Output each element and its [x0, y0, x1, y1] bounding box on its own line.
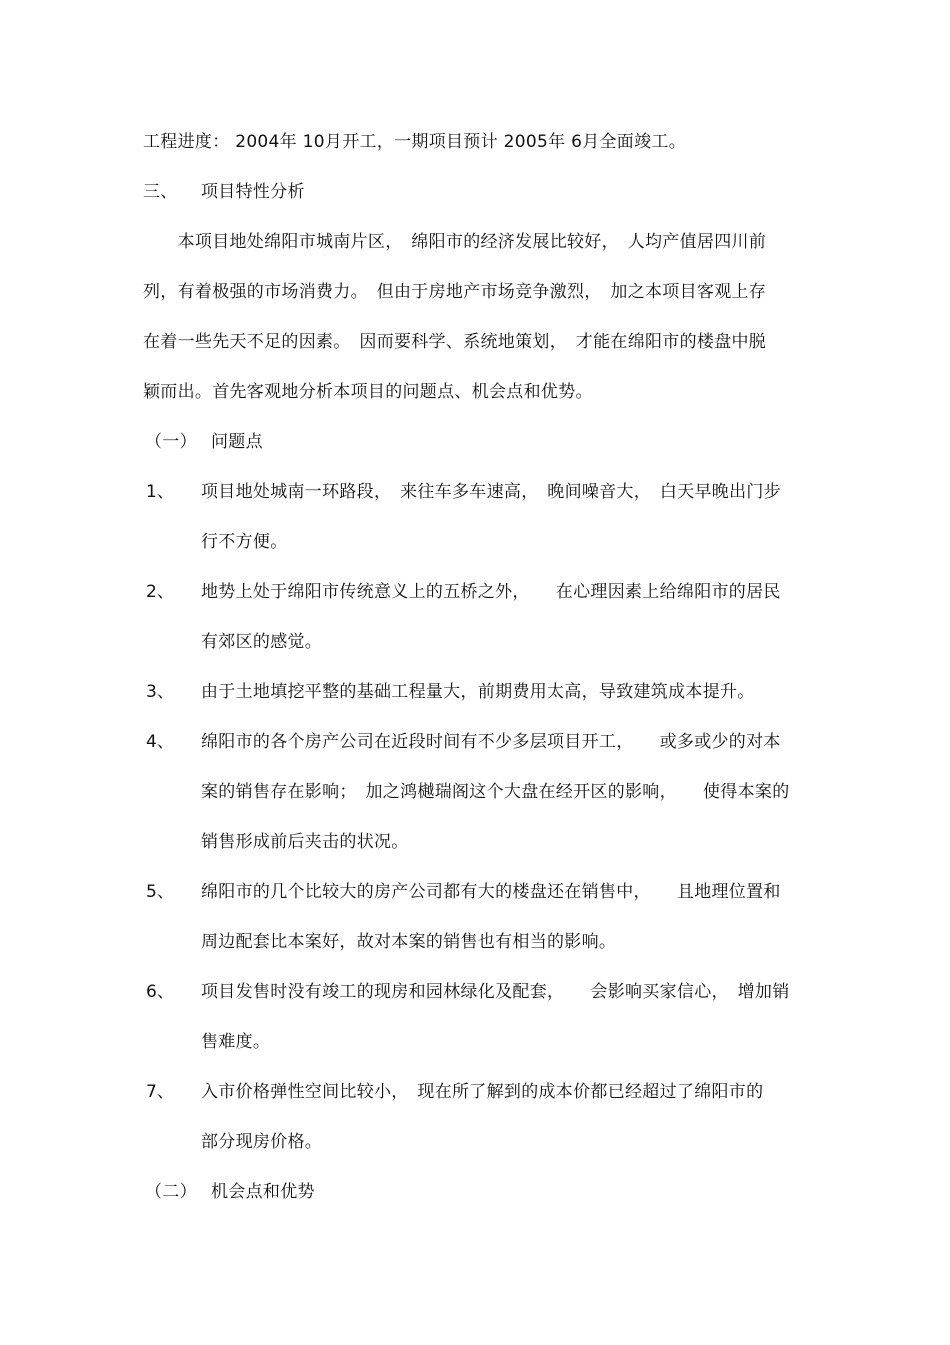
item-5-number: 5、: [146, 882, 174, 902]
item-4-line-1: 绵阳市的各个房产公司在近段时间有不少多层项目开工， 或多或少的对本: [201, 732, 781, 752]
item-2-number: 2、: [146, 582, 174, 602]
section3-label: 三、: [143, 182, 178, 202]
item-1-line-2: 行不方便。: [201, 532, 288, 552]
progress-line: 工程进度： 2004年 10月开工，一期项目预计 2005年 6月全面竣工。: [143, 132, 686, 152]
item-1-number: 1、: [146, 482, 174, 502]
item-3-line-1: 由于土地填挖平整的基础工程量大，前期费用太高，导致建筑成本提升。: [201, 682, 755, 702]
intro-line-2: 列，有着极强的市场消费力。 但由于房地产市场竞争激烈， 加之本项目客观上存: [143, 282, 767, 302]
intro-line-4: 颖而出。首先客观地分析本项目的问题点、机会点和优势。: [143, 382, 593, 402]
item-7-number: 7、: [146, 1082, 174, 1102]
item-4-number: 4、: [146, 732, 174, 752]
sub1-label: （一）: [145, 432, 197, 452]
section3-title: 项目特性分析: [201, 182, 305, 202]
item-4-line-3: 销售形成前后夹击的状况。: [201, 832, 409, 852]
item-1-line-1: 项目地处城南一环路段， 来往车多车速高， 晚间噪音大， 白天早晚出门步: [201, 482, 781, 502]
item-6-number: 6、: [146, 982, 174, 1002]
item-5-line-2: 周边配套比本案好，故对本案的销售也有相当的影响。: [201, 932, 617, 952]
intro-line-3: 在着一些先天不足的因素。 因而要科学、系统地策划， 才能在绵阳市的楼盘中脱: [143, 332, 767, 352]
item-2-line-2: 有郊区的感觉。: [201, 632, 323, 652]
item-5-line-1: 绵阳市的几个比较大的房产公司都有大的楼盘还在销售中， 且地理位置和: [201, 882, 781, 902]
item-6-line-2: 售难度。: [201, 1032, 271, 1052]
item-2-line-1: 地势上处于绵阳市传统意义上的五桥之外， 在心理因素上给绵阳市的居民: [201, 582, 781, 602]
sub1-title: 问题点: [211, 432, 263, 452]
item-7-line-2: 部分现房价格。: [201, 1132, 323, 1152]
item-7-line-1: 入市价格弹性空间比较小， 现在所了解到的成本价都已经超过了绵阳市的: [201, 1082, 764, 1102]
sub2-title: 机会点和优势: [211, 1182, 315, 1202]
intro-line-1: 本项目地处绵阳市城南片区， 绵阳市的经济发展比较好， 人均产值居四川前: [143, 232, 767, 252]
item-3-number: 3、: [146, 682, 174, 702]
item-6-line-1: 项目发售时没有竣工的现房和园林绿化及配套， 会影响买家信心， 增加销: [201, 982, 790, 1002]
item-4-line-2: 案的销售存在影响； 加之鸿樾瑞阁这个大盘在经开区的影响， 使得本案的: [201, 782, 790, 802]
sub2-label: （二）: [145, 1182, 197, 1202]
